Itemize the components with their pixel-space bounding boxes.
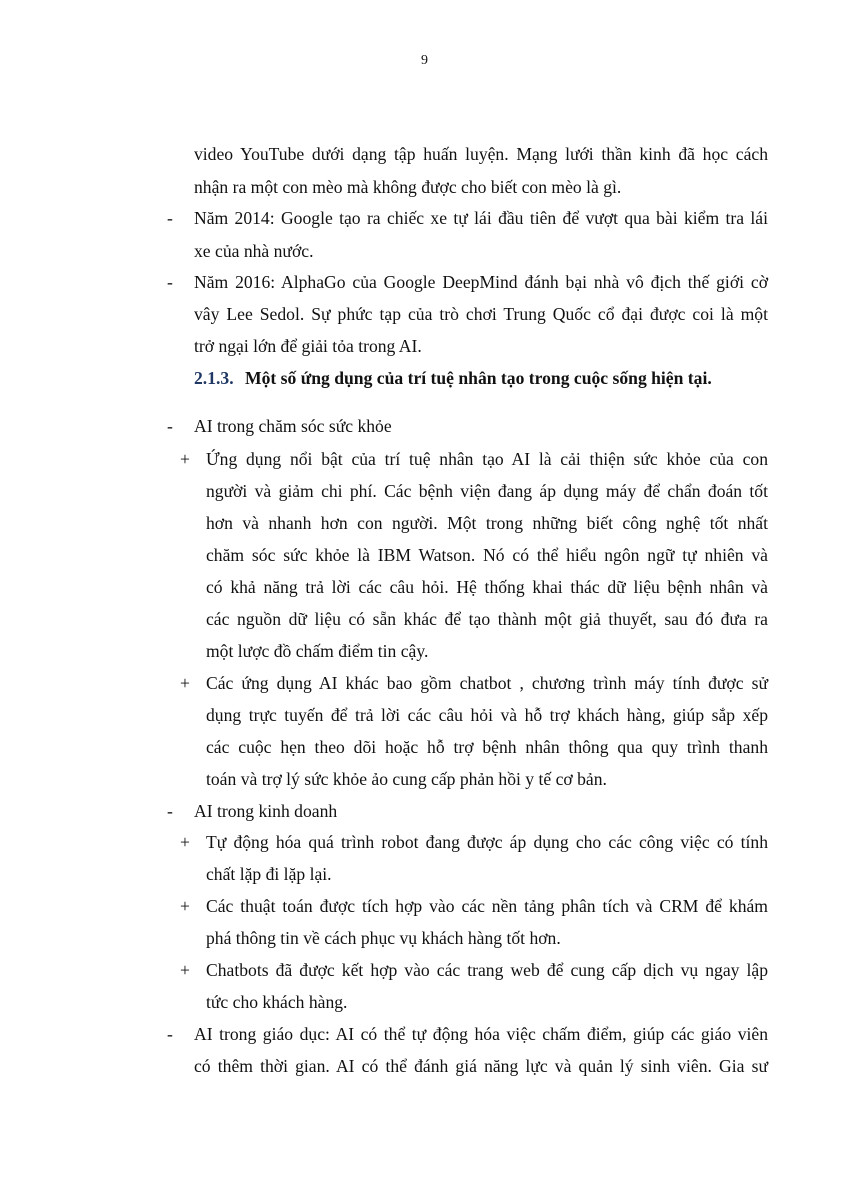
line-text: Các thuật toán được tích hợp vào các nền tảng phân tích và CRM để khám [206,896,768,916]
line-text: Tự động hóa quá trình robot đang được áp dụng cho các công việc có tính [206,832,768,852]
body-line [0,571,849,604]
line-text: Năm 2016: AlphaGo của Google DeepMind đánh bại nhà vô địch thế giới cờ [194,272,768,292]
body-line [0,475,849,508]
body-line [0,731,849,764]
body-line [0,138,849,171]
list-item [0,266,849,299]
section-number: 2.1.3. [194,368,234,388]
list-item [0,1018,849,1051]
dash-bullet: - [167,801,173,821]
line-text: xe của nhà nước. [194,241,314,261]
body-line [0,858,849,891]
body-line [0,922,849,955]
line-text: hơn và nhanh hơn con người. Một trong những biết công nghệ tốt nhất [206,513,768,533]
line-text: tức cho khách hàng. [206,992,348,1012]
line-text: Năm 2014: Google tạo ra chiếc xe tự lái đầu tiên để vượt qua bài kiểm tra lái [194,208,768,228]
list-item [0,795,849,828]
list-item [0,667,849,700]
line-text: Chatbots đã được kết hợp vào các trang web để cung cấp dịch vụ ngay lập [206,960,768,980]
plus-bullet: + [180,832,190,852]
line-text: AI trong chăm sóc sức khỏe [194,416,392,436]
dash-bullet: - [167,272,173,292]
body-line [0,699,849,732]
plus-bullet: + [180,673,190,693]
body-line [0,507,849,540]
line-text: dụng trực tuyến để trả lời các câu hỏi và hỗ trợ khách hàng, giúp sắp xếp [206,705,768,725]
list-item [0,890,849,923]
line-text: có khả năng trả lời các câu hỏi. Hệ thống khai thác dữ liệu bệnh nhân và [206,577,768,597]
body-line [0,298,849,331]
page-number: 9 [421,53,428,68]
dash-bullet: - [167,208,173,228]
line-text: Ứng dụng nổi bật của trí tuệ nhân tạo AI là cải thiện sức khỏe của con [206,449,768,469]
body-line [0,539,849,572]
line-text: chăm sóc sức khỏe là IBM Watson. Nó có thể hiểu ngôn ngữ tự nhiên và [206,545,768,565]
plus-bullet: + [180,449,190,469]
line-text: có thêm thời gian. AI có thể đánh giá năng lực và quản lý sinh viên. Gia sư [194,1056,768,1076]
line-text: nhận ra một con mèo mà không được cho biết con mèo là gì. [194,177,622,197]
body-line [0,635,849,668]
line-text: AI trong kinh doanh [194,801,338,821]
list-item [0,826,849,859]
line-text: Các ứng dụng AI khác bao gồm chatbot , chương trình máy tính được sử [206,673,768,693]
line-text: phá thông tin về cách phục vụ khách hàng tốt hơn. [206,928,561,948]
line-text: toán và trợ lý sức khỏe ảo cung cấp phản hồi y tế cơ bản. [206,769,607,789]
body-line [0,603,849,636]
body-line [0,986,849,1019]
line-text: chất lặp đi lặp lại. [206,864,332,884]
line-text: một lược đồ chấm điểm tin cậy. [206,641,429,661]
body-line [0,763,849,796]
line-text: trở ngại lớn để giải tỏa trong AI. [194,336,422,356]
plus-bullet: + [180,960,190,980]
line-text: AI trong giáo dục: AI có thể tự động hóa việc chấm điểm, giúp các giáo viên [194,1024,768,1044]
line-text: người và giảm chi phí. Các bệnh viện đang áp dụng máy để chẩn đoán tốt [206,481,768,501]
list-item [0,202,849,235]
list-item [0,410,849,443]
body-line [0,235,849,268]
line-text: các nguồn dữ liệu có sẵn khác để tạo thành một giả thuyết, sau đó đưa ra [206,609,768,629]
list-item [0,954,849,987]
line-text: các cuộc hẹn theo dõi hoặc hỗ trợ bệnh nhân thông qua quy trình thanh [206,737,768,757]
plus-bullet: + [180,896,190,916]
dash-bullet: - [167,416,173,436]
body-line [0,330,849,363]
list-item [0,443,849,476]
section-title: Một số ứng dụng của trí tuệ nhân tạo trong cuộc sống hiện tại. [245,368,712,388]
line-text: video YouTube dưới dạng tập huấn luyện. Mạng lưới thần kinh đã học cách [194,144,768,164]
dash-bullet: - [167,1024,173,1044]
body-line [0,171,849,204]
body-line [0,1050,849,1083]
section-heading [0,362,849,395]
line-text: vây Lee Sedol. Sự phức tạp của trò chơi Trung Quốc cổ đại được coi là một [194,304,768,324]
